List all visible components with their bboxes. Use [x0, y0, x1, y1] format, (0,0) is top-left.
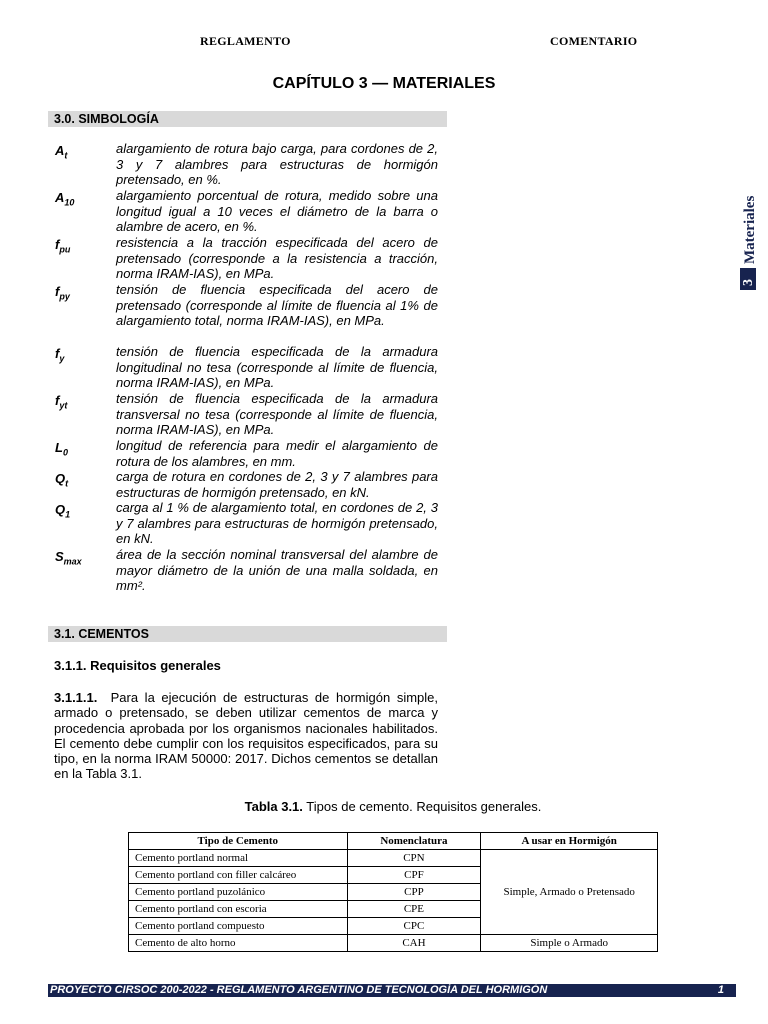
symbol-definition: tensión de fluencia especificada de la armadura longitudinal no tesa (corresponde al límite de fluencia, norma IRAM-IAS), en MPa. [116, 344, 438, 390]
column-header-nomenclatura: Nomenclatura [347, 833, 481, 850]
symbol-subscript: 1 [65, 509, 71, 520]
symbol-term [55, 471, 68, 489]
table-caption-label: Tabla 3.1. [244, 799, 303, 814]
cell-nomenclatura: CPP [347, 884, 481, 901]
symbol-term [55, 549, 82, 567]
symbol-letter: A [55, 190, 65, 205]
symbol-term [55, 502, 70, 520]
side-tab-label: Materiales [742, 195, 758, 264]
symbol-letter: L [55, 440, 63, 455]
symbol-definition: tensión de fluencia especificada del acero de pretensado (corresponde al límite de fluencia al 1% de alargamiento total, norma IRAM-IAS), en MPa. [116, 282, 438, 328]
cell-tipo: Cemento portland normal [129, 850, 348, 867]
symbol-definition: tensión de fluencia especificada de la armadura transversal no tesa (corresponde al límite de fluencia, norma IRAM-IAS), en MPa. [116, 391, 438, 437]
paragraph-text: Para la ejecución de estructuras de hormigón simple, armado o pretensado, se deben utilizar cementos de marca y procedencia aprobada por los organismos nacionales habilitados. El cemento debe cumplir con los requisitos especificados, para su tipo, en la norma IRAM 50000: 2017. Dichos cementos se detallan en la Tabla 3.1. [54, 690, 438, 782]
side-tab-number: 3 [741, 279, 756, 286]
symbol-term [55, 237, 70, 255]
symbol-term [55, 143, 67, 161]
cell-uso-group-2: Simple o Armado [481, 935, 658, 952]
cell-nomenclatura: CPE [347, 901, 481, 918]
cell-tipo: Cemento portland compuesto [129, 918, 348, 935]
symbol-definition: carga de rotura en cordones de 2, 3 y 7 alambres para estructuras de hormigón pretensado, en kN. [116, 469, 438, 500]
symbol-subscript: max [63, 556, 82, 567]
symbol-subscript: y [59, 353, 65, 364]
page-footer [48, 984, 736, 997]
symbol-subscript: py [59, 291, 70, 302]
symbol-subscript: yt [59, 400, 68, 411]
symbol-term [55, 440, 68, 458]
section-3-1-heading: 3.1. CEMENTOS [48, 626, 447, 642]
symbol-letter: f [55, 393, 60, 408]
symbol-term [55, 284, 70, 302]
symbol-definition: alargamiento porcentual de rotura, medido sobre una longitud igual a 10 veces el diámetro de la barra o alambre de acero, en %. [116, 188, 438, 234]
symbol-subscript: 10 [64, 197, 75, 208]
section-3-1-1-heading: 3.1.1. Requisitos generales [54, 658, 221, 673]
paragraph-3-1-1-1 [54, 690, 438, 782]
symbol-definition: alargamiento de rotura bajo carga, para cordones de 2, 3 y 7 alambres para estructuras de hormigón pretensado, en %. [116, 141, 438, 187]
cell-tipo: Cemento portland con filler calcáreo [129, 867, 348, 884]
cell-tipo: Cemento portland con escoria [129, 901, 348, 918]
cell-nomenclatura: CPN [347, 850, 481, 867]
symbol-letter: A [55, 143, 65, 158]
symbol-definition: resistencia a la tracción especificada del acero de pretensado (corresponde a la resistencia a tracción, norma IRAM-IAS), en MPa. [116, 235, 438, 281]
symbol-subscript: t [65, 478, 69, 489]
cell-tipo: Cemento de alto horno [129, 935, 348, 952]
symbol-subscript: pu [59, 244, 71, 255]
symbol-term [55, 346, 64, 364]
cell-nomenclatura: CPF [347, 867, 481, 884]
chapter-title: CAPÍTULO 3 — MATERIALES [272, 75, 496, 92]
header-comentario: COMENTARIO [550, 34, 638, 48]
cell-uso-group-1: Simple, Armado o Pretensado [481, 850, 658, 935]
cement-types-table [128, 832, 658, 952]
symbol-subscript: 0 [62, 447, 68, 458]
symbol-term [55, 393, 67, 411]
column-header-uso: A usar en Hormigón [481, 833, 658, 850]
symbol-letter: f [55, 346, 60, 361]
table-caption-text: Tipos de cemento. Requisitos generales. [306, 799, 542, 814]
symbol-definition: longitud de referencia para medir el alargamiento de rotura de los alambres, en mm. [116, 438, 438, 469]
symbol-definition: área de la sección nominal transversal del alambre de mayor diámetro de la unión de una malla soldada, en mm². [116, 547, 438, 593]
cell-nomenclatura: CPC [347, 918, 481, 935]
symbol-term [55, 190, 74, 208]
symbol-letter: f [55, 237, 60, 252]
section-3-0-heading: 3.0. SIMBOLOGÍA [48, 111, 447, 127]
symbol-letter: Q [55, 471, 66, 486]
footer-text: PROYECTO CIRSOC 200-2022 - REGLAMENTO ARGENTINO DE TECNOLOGÍA DEL HORMIGÓN [50, 984, 548, 996]
paragraph-number: 3.1.1.1. [54, 690, 98, 705]
symbol-letter: Q [55, 502, 66, 517]
symbol-definition: carga al 1 % de alargamiento total, en cordones de 2, 3 y 7 alambres para estructuras de hormigón pretensado, en kN. [116, 500, 438, 546]
symbol-subscript: t [64, 150, 68, 161]
cell-tipo: Cemento portland puzolánico [129, 884, 348, 901]
page-number: 1 [717, 984, 724, 996]
column-header-tipo: Tipo de Cemento [129, 833, 348, 850]
symbol-letter: f [55, 284, 60, 299]
side-chapter-tab [738, 180, 760, 292]
table-row [129, 850, 658, 867]
header-reglamento: REGLAMENTO [200, 34, 291, 48]
table-row [129, 935, 658, 952]
table-caption [0, 799, 768, 814]
table-header-row [129, 833, 658, 850]
cell-nomenclatura: CAH [347, 935, 481, 952]
symbol-letter: S [55, 549, 64, 564]
